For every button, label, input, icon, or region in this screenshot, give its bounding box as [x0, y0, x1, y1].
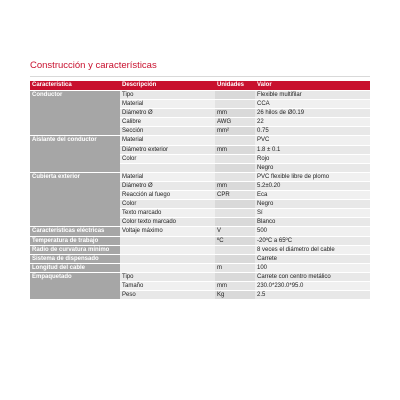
unit-cell: mm: [215, 281, 255, 290]
unit-cell: [215, 245, 255, 254]
value-cell: 2.5: [255, 291, 370, 300]
value-cell: Flexible multifilar: [255, 91, 370, 100]
table-row: [30, 263, 370, 272]
description-cell: Tipo: [120, 91, 215, 100]
unit-cell: [215, 272, 255, 281]
value-cell: 5.2±0.20: [255, 181, 370, 190]
description-cell: Material: [120, 136, 215, 145]
value-cell: 8 veces el diámetro del cable: [255, 245, 370, 254]
unit-cell: mm: [215, 181, 255, 190]
unit-cell: [215, 100, 255, 109]
description-cell: Diámetro exterior: [120, 145, 215, 154]
unit-cell: m: [215, 263, 255, 272]
value-cell: Negro: [255, 200, 370, 209]
title-divider: [30, 76, 370, 77]
table-body: [30, 91, 370, 300]
description-cell: [120, 254, 215, 263]
characteristic-cell: Aislante del conductor: [30, 136, 120, 172]
value-cell: 0.75: [255, 127, 370, 136]
characteristic-cell: Cubierta exterior: [30, 172, 120, 227]
table-row: [30, 245, 370, 254]
value-cell: PVC flexible libre de plomo: [255, 172, 370, 181]
header-descripcion: Descripción: [120, 81, 215, 91]
description-cell: Material: [120, 172, 215, 181]
description-cell: Sección: [120, 127, 215, 136]
value-cell: PVC: [255, 136, 370, 145]
unit-cell: V: [215, 227, 255, 236]
characteristic-cell: Longitud del cable: [30, 263, 120, 272]
value-cell: 1.8 ± 0.1: [255, 145, 370, 154]
unit-cell: [215, 200, 255, 209]
characteristic-cell: Características eléctricas: [30, 227, 120, 236]
value-cell: -20ºC a 65ºC: [255, 236, 370, 245]
unit-cell: [215, 172, 255, 181]
characteristic-cell: Empaquetado: [30, 272, 120, 299]
unit-cell: CPR: [215, 191, 255, 200]
description-cell: [120, 263, 215, 272]
description-cell: Texto marcado: [120, 209, 215, 218]
description-cell: Material: [120, 100, 215, 109]
value-cell: Negro: [255, 163, 370, 172]
header-unidades: Unidades: [215, 81, 255, 91]
header-caracteristica: Característica: [30, 81, 120, 91]
table-row: [30, 172, 370, 181]
description-cell: Color: [120, 200, 215, 209]
characteristic-cell: Sistema de dispensado: [30, 254, 120, 263]
description-cell: Tipo: [120, 272, 215, 281]
value-cell: Rojo: [255, 154, 370, 163]
value-cell: Blanco: [255, 218, 370, 227]
unit-cell: [215, 254, 255, 263]
value-cell: CCA: [255, 100, 370, 109]
value-cell: Eca: [255, 191, 370, 200]
table-row: [30, 236, 370, 245]
table-row: [30, 254, 370, 263]
unit-cell: mm: [215, 109, 255, 118]
description-cell: Calibre: [120, 118, 215, 127]
description-cell: [120, 163, 215, 172]
section-title: Construcción y características: [30, 60, 157, 71]
unit-cell: AWG: [215, 118, 255, 127]
description-cell: Color texto marcado: [120, 218, 215, 227]
description-cell: Tamaño: [120, 281, 215, 290]
description-cell: [120, 236, 215, 245]
unit-cell: [215, 163, 255, 172]
description-cell: Peso: [120, 291, 215, 300]
spec-table: [30, 81, 370, 300]
characteristic-cell: Radio de curvatura mínimo: [30, 245, 120, 254]
unit-cell: ºC: [215, 236, 255, 245]
characteristic-cell: Temperatura de trabajo: [30, 236, 120, 245]
unit-cell: mm²: [215, 127, 255, 136]
description-cell: Color: [120, 154, 215, 163]
header-valor: Valor: [255, 81, 370, 91]
value-cell: 22: [255, 118, 370, 127]
description-cell: Voltaje máximo: [120, 227, 215, 236]
value-cell: 26 hilos de Ø0.19: [255, 109, 370, 118]
value-cell: Carrete con centro metálico: [255, 272, 370, 281]
table-row: [30, 91, 370, 100]
description-cell: [120, 245, 215, 254]
value-cell: 100: [255, 263, 370, 272]
unit-cell: [215, 154, 255, 163]
unit-cell: [215, 218, 255, 227]
unit-cell: [215, 91, 255, 100]
description-cell: Reacción al fuego: [120, 191, 215, 200]
description-cell: Diámetro Ø: [120, 181, 215, 190]
description-cell: Diámetro Ø: [120, 109, 215, 118]
unit-cell: [215, 136, 255, 145]
value-cell: 230.0*230.0*95.0: [255, 281, 370, 290]
table-row: [30, 227, 370, 236]
table-row: [30, 136, 370, 145]
value-cell: Sí: [255, 209, 370, 218]
characteristic-cell: Conductor: [30, 91, 120, 136]
value-cell: 500: [255, 227, 370, 236]
table-row: [30, 272, 370, 281]
unit-cell: Kg: [215, 291, 255, 300]
unit-cell: [215, 209, 255, 218]
table-header-row: [30, 81, 370, 91]
value-cell: Carrete: [255, 254, 370, 263]
unit-cell: mm: [215, 145, 255, 154]
